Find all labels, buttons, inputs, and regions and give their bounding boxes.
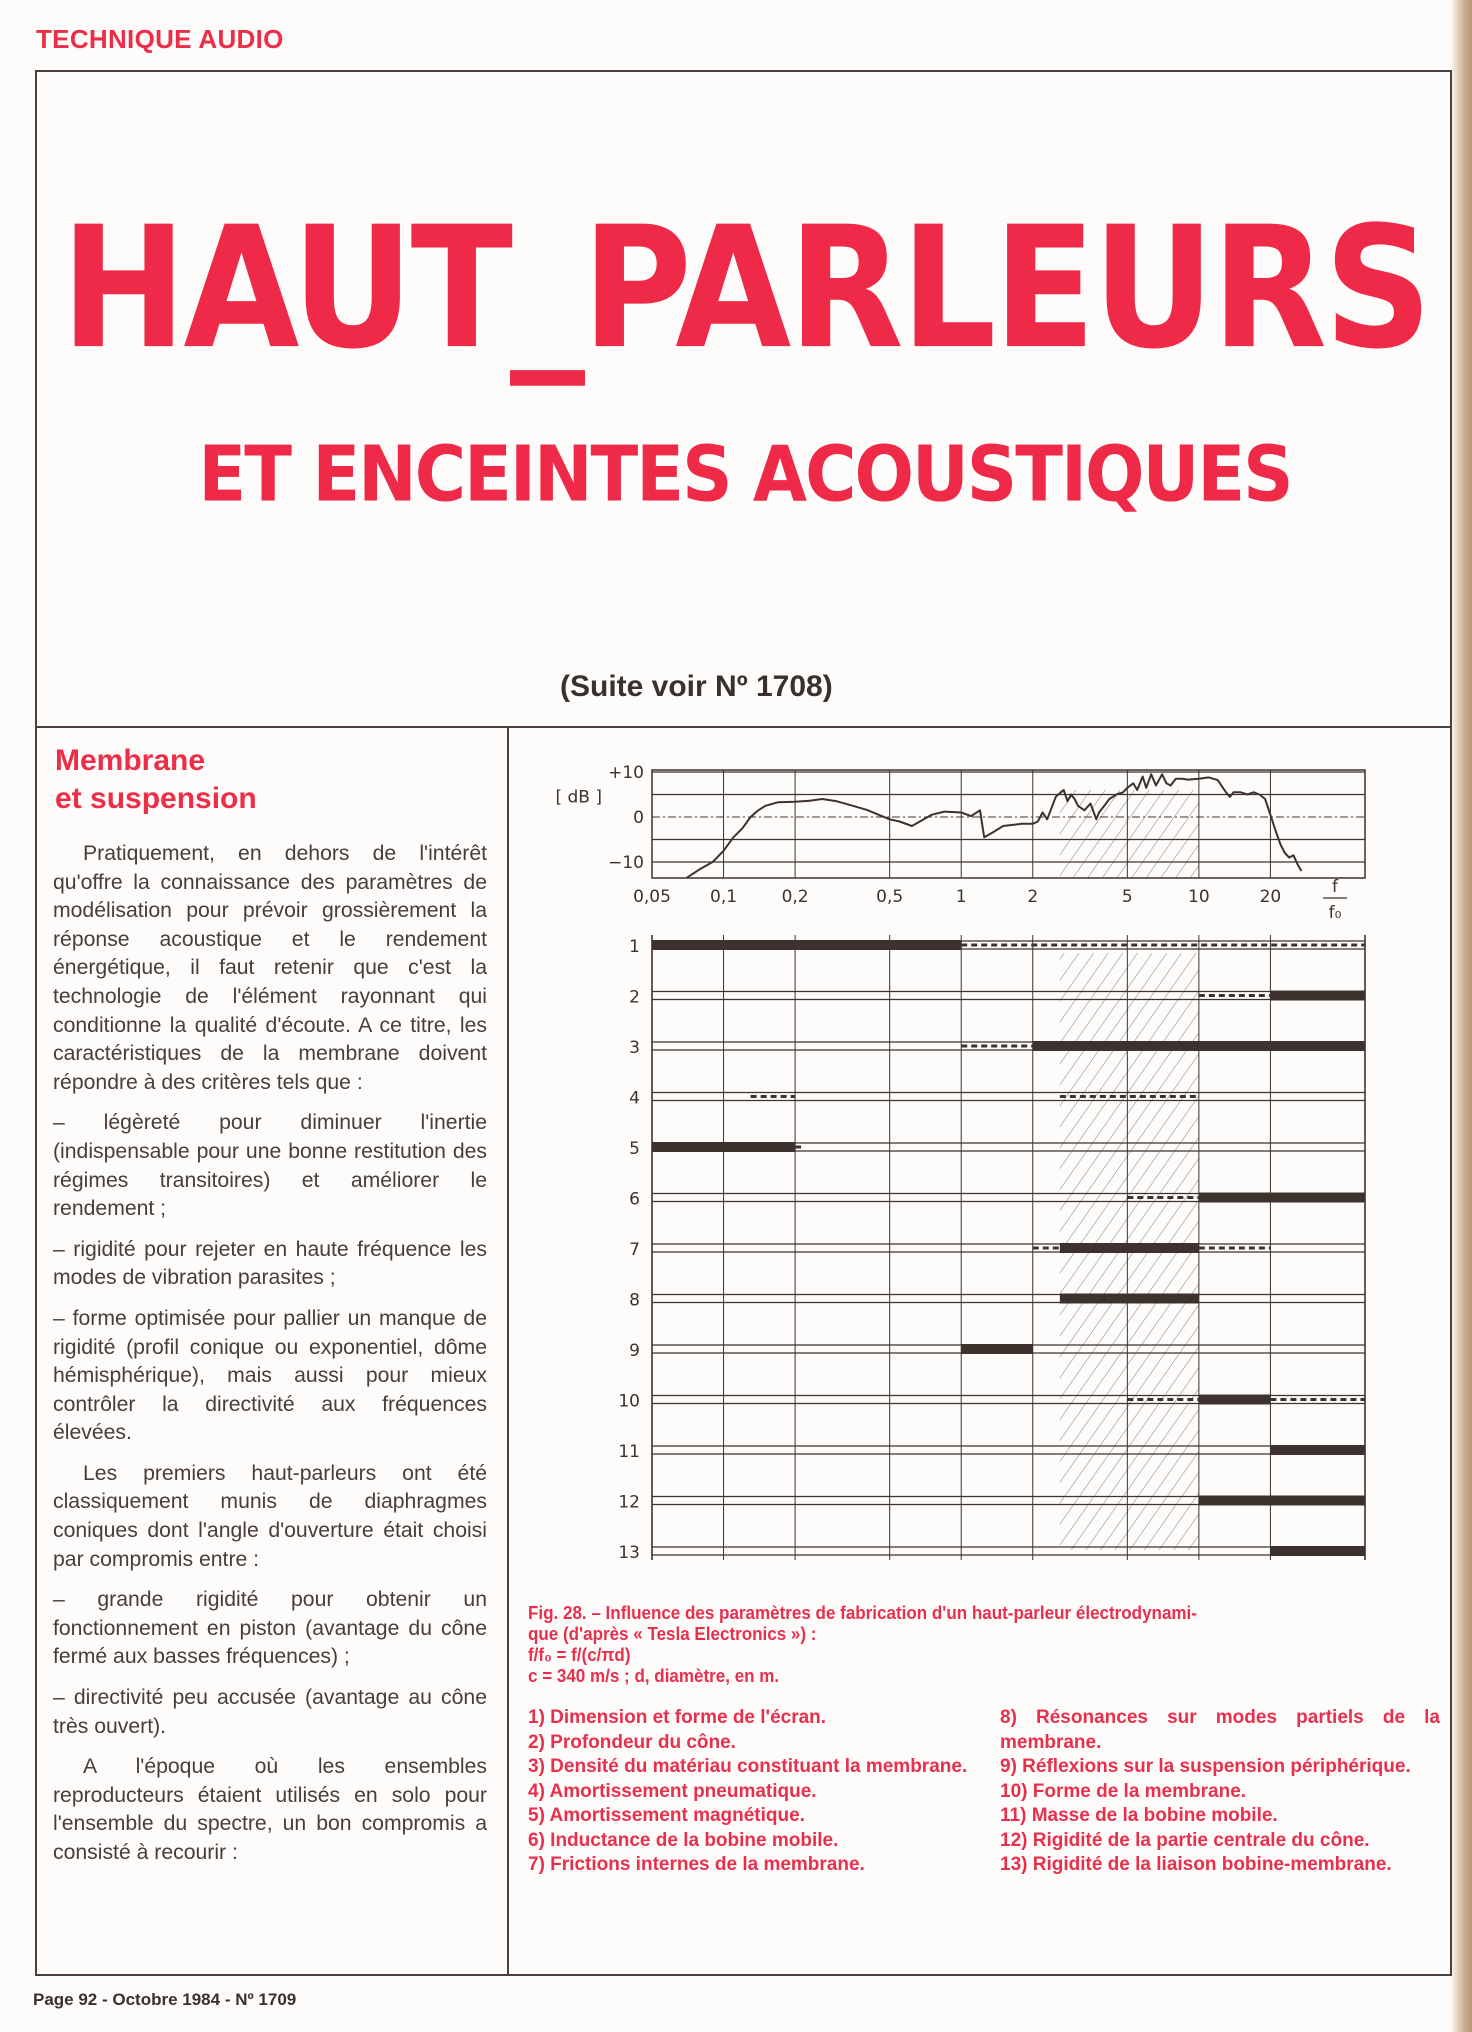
section-heading-line-1: Membrane: [55, 744, 206, 777]
row-number-label: 8: [629, 1290, 640, 1311]
row-number-label: 7: [629, 1240, 640, 1260]
row-number-label: 1: [629, 937, 640, 957]
row-number-label: 11: [618, 1442, 640, 1462]
row-number-label: 13: [618, 1543, 640, 1563]
page-title: HAUT_PARLEURS: [60, 191, 1430, 387]
influence-bar-solid: [1199, 1193, 1365, 1203]
row-number-label: 3: [629, 1038, 640, 1058]
figure-caption: [528, 1602, 1356, 1686]
influence-bar-solid: [1270, 1546, 1365, 1556]
legend-item: 4) Amortissement pneumatique.: [528, 1780, 817, 1802]
figure-legend-right: [1000, 1706, 1440, 1878]
caption-line: que (d'après « Tesla Electronics ») :: [528, 1623, 817, 1644]
article-paragraph: Les premiers haut-parleurs ont été classiquement munis de diaphragmes coniques dont l'angle d'ouverture était choisi par compromis entre :: [53, 1461, 487, 1571]
section-heading-line-2: et suspension: [55, 782, 257, 815]
page-footer: Page 92 - Octobre 1984 - Nº 1709: [33, 1990, 297, 2009]
legend-item: 8) Résonances sur modes partiels de la membrane.: [1000, 1707, 1440, 1753]
legend-item: 2) Profondeur du cône.: [528, 1731, 736, 1753]
influence-bar-solid: [1270, 1445, 1365, 1455]
article-body: [53, 840, 487, 1880]
article-paragraph: Pratiquement, en dehors de l'intérêt qu'offre la connaissance des paramètres de modélisation pour prévoir grossièrement la réponse acoustique et le rendement énergétique, il faut retenir que c'est la technologie de l'élément rayonnant qui conditionne la qualité d'écoute. A ce titre, les caractéristiques de la membrane doivent répondre à des critères tels que :: [53, 842, 487, 1094]
x-tick-label: 0,1: [710, 887, 738, 907]
row-number-label: 12: [618, 1492, 640, 1513]
legend-item: 9) Réflexions sur la suspension périphérique.: [1000, 1756, 1411, 1777]
row-number-label: 4: [629, 1088, 640, 1109]
caption-line: f/f₀ = f/(c/πd): [528, 1644, 631, 1665]
row-number-label: 6: [629, 1189, 640, 1210]
legend-item: 6) Inductance de la bobine mobile.: [528, 1829, 839, 1851]
page-subtitle: ET ENCEINTES ACOUSTIQUES: [198, 428, 1292, 520]
article-paragraph: – forme optimisée pour pallier un manque de rigidité (profil conique ou exponentiel, dôme hémisphérique), mais aussi pour mieux contrôler la directivité aux fréquences élevées.: [53, 1306, 487, 1445]
hatched-band-response: [1060, 790, 1199, 878]
article-paragraph: – rigidité pour rejeter en haute fréquence les modes de vibration parasites ;: [53, 1237, 487, 1290]
x-tick-label: 0,2: [781, 887, 809, 907]
row-number-label: 9: [629, 1341, 640, 1361]
legend-item: 5) Amortissement magnétique.: [528, 1805, 805, 1826]
legend-item: 11) Masse de la bobine mobile.: [1000, 1805, 1278, 1826]
row-number-label: 5: [629, 1139, 640, 1159]
y-tick-label: +10: [608, 763, 644, 783]
column-divider: [507, 727, 509, 1976]
influence-bar-solid: [1199, 1395, 1271, 1405]
x-tick-label: 2: [1027, 887, 1039, 907]
influence-bar-solid: [1060, 1294, 1199, 1304]
y-tick-label: 0: [633, 808, 644, 828]
x-tick-label: 10: [1188, 887, 1210, 907]
legend-item: 1) Dimension et forme de l'écran.: [528, 1707, 827, 1728]
article-paragraph: A l'époque où les ensembles reproducteurs étaient utilisés en solo pour l'ensemble du spectre, un bon compromis a consisté à recourir :: [53, 1755, 487, 1864]
influence-bar-solid: [1033, 1041, 1365, 1051]
page-binding-edge: [1450, 0, 1472, 2032]
x-axis-label-numerator: f: [1332, 877, 1338, 897]
section-heading: [55, 742, 257, 818]
y-tick-label: −10: [608, 853, 644, 873]
x-tick-label: 20: [1259, 887, 1282, 907]
row-number-label: 2: [629, 987, 640, 1008]
x-axis-label-denominator: f₀: [1328, 903, 1342, 923]
influence-bar-solid: [1270, 991, 1365, 1001]
legend-item: 3) Densité du matériau constituant la membrane.: [528, 1756, 968, 1777]
legend-item: 7) Frictions internes de la membrane.: [528, 1854, 865, 1875]
article-paragraph: – directivité peu accusée (avantage au cône très ouvert).: [53, 1686, 487, 1738]
x-tick-label: 5: [1121, 887, 1133, 907]
x-tick-label: 0,5: [876, 887, 904, 907]
x-tick-label: 1: [955, 887, 967, 907]
influence-bar-solid: [961, 1344, 1033, 1354]
legend-item: 12) Rigidité de la partie centrale du cône.: [1000, 1829, 1370, 1851]
section-label: TECHNIQUE AUDIO: [36, 24, 284, 54]
x-tick-label: 0,05: [633, 887, 671, 907]
figure-legend-left: [528, 1706, 968, 1878]
continuation-note: (Suite voir Nº 1708): [560, 670, 833, 703]
figure-28-chart: [510, 740, 1420, 1580]
article-paragraph: – légèreté pour diminuer l'inertie (indispensable pour une bonne restitution des régimes transitoires) et améliorer le rendement ;: [53, 1111, 487, 1221]
influence-bar-solid: [1060, 1243, 1199, 1253]
caption-line: c = 340 m/s ; d, diamètre, en m.: [528, 1665, 780, 1686]
influence-bar-solid: [652, 940, 961, 950]
row-number-label: 10: [618, 1391, 640, 1412]
legend-item: 13) Rigidité de la liaison bobine-membrane.: [1000, 1854, 1392, 1875]
influence-bar-solid: [652, 1142, 795, 1152]
caption-line: Fig. 28. – Influence des paramètres de fabrication d'un haut-parleur électrodynami-: [528, 1602, 1197, 1623]
influence-bar-solid: [1199, 1496, 1365, 1506]
article-paragraph: – grande rigidité pour obtenir un fonctionnement en piston (avantage du cône fermé aux basses fréquences) ;: [53, 1588, 487, 1669]
horizontal-divider: [35, 726, 1452, 728]
y-axis-label: [ dB ]: [555, 787, 602, 808]
legend-item: 10) Forme de la membrane.: [1000, 1780, 1247, 1802]
